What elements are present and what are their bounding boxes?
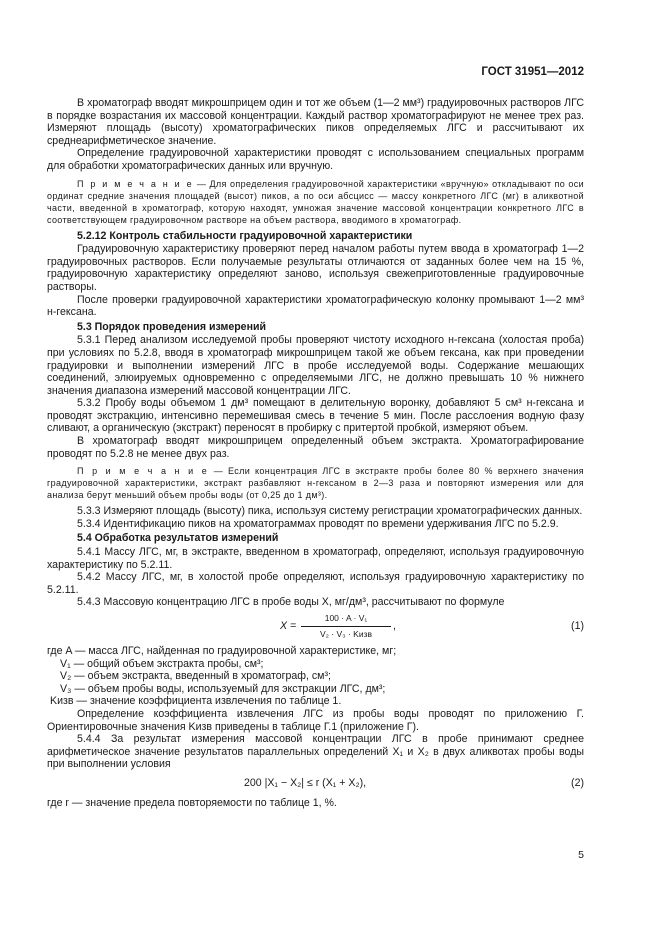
note-text: — Если концентрация ЛГС в экстракте пробы более 80 % верхнего значения градуировочной характеристики, экстракт разбавляют н-гексаном в 2—3 раза и повторяют измерения или для анализа берут меньший объем пробы воды (от 0,25 до 1 дм³).	[47, 466, 584, 501]
paragraph: 5.4.3 Массовую концентрацию ЛГС в пробе воды X, мг/дм³, рассчитывают по формуле	[77, 596, 505, 609]
section-heading: 5.2.12 Контроль стабильности градуировочной характеристики	[77, 229, 413, 242]
text-section-2	[47, 708, 584, 771]
paragraph: 5.4.4 За результат измерения массовой концентрации ЛГС в пробе принимают среднее арифметическое значение результатов параллельных определений X₁ и X₂ в двух аликвотах пробы воды при выполнении условия	[47, 733, 584, 771]
note-label: П р и м е ч а н и е	[77, 466, 209, 477]
paragraph: 5.3.2 Пробу воды объемом 1 дм³ помещают в делительную воронку, добавляют 5 см³ н-гексана и проводят экстракцию, интенсивно перемешивая смесь в течение 5 мин. После расслоения водную фазу сливают, а органическую (экстракт) переносят в пробирку с притертой пробкой, измеряют объем.	[47, 397, 584, 435]
formula-2-number: (2)	[571, 776, 584, 789]
def-v3: V₃ — объем пробы воды, используемый для экстракции ЛГС, дм³;	[60, 682, 386, 695]
page-content	[47, 97, 584, 810]
paragraph: 5.3.3 Измеряют площадь (высоту) пика, используя систему регистрации хроматографических данных.	[77, 505, 583, 518]
document-code: ГОСТ 31951—2012	[481, 66, 584, 78]
formula-1-tail: ,	[393, 620, 396, 632]
formula-1-denominator: V₂ · V₃ · Kизв	[319, 628, 373, 639]
def-v1: V₁ — общий объем экстракта пробы, см³;	[60, 657, 264, 670]
note	[47, 465, 584, 501]
formula-1-numerator: 100 · A · V₁	[301, 612, 391, 627]
note	[47, 178, 584, 226]
paragraph: 5.3.1 Перед анализом исследуемой пробы проверяют чистоту исходного н-гексана (холостая проба) при условиях по 5.2.8, вводя в хроматограф микрошприцем такой же объем гексана, как при проведении градуировки и выполнении измерений ЛГС в пробе исследуемой воды. Содержание мешающих соединений, элюируемых одновременно с определяемыми ЛГС, не должно превышать 10 % нижнего значения диапазона измерений массовой концентрации ЛГС.	[47, 334, 584, 397]
where-lead: где A — масса ЛГС, найденная по градуировочной характеристике, мг;	[47, 645, 397, 657]
note-label: П р и м е ч а н и е	[77, 178, 194, 189]
formula-1-lhs: X =	[280, 620, 297, 632]
formula-1-number: (1)	[571, 620, 584, 632]
paragraph: В хроматограф вводят микрошприцем один и тот же объем (1—2 мм³) градуировочных растворов ЛГС в порядке возрастания их массовой концентрации. Каждый раствор хроматографируют не менее трех раз. Измеряют площадь (высоту) хроматографических пиков определяемых ЛГС и рассчитывают их среднеарифметическое значение.	[47, 97, 584, 147]
paragraph: В хроматограф вводят микрошприцем определенный объем экстракта. Хроматографирование проводят по 5.2.8 не менее двух раз.	[47, 435, 584, 460]
paragraph: 5.4.2 Массу ЛГС, мг, в холостой пробе определяют, используя градуировочную характеристику по 5.2.11.	[47, 571, 584, 596]
note-text: — Для определения градуировочной характеристики «вручную» откладывают по оси ординат средние значения площадей (высот) пиков, а по оси абсцисс — массу конкретного ЛГС (мг) в аликвотной части, введенной в хроматограф, которую находят, умножая значение массовой концентрации конкретного ЛГС в соответствующем градуировочном растворе на объем раствора, вводимого в хроматограф.	[47, 178, 584, 225]
def-v2: V₂ — объем экстракта, введенный в хроматограф, см³;	[60, 670, 331, 683]
paragraph: Определение градуировочной характеристики проводят с использованием специальных программ для обработки хроматографических данных или вручную.	[47, 147, 584, 172]
paragraph: 5.4.1 Массу ЛГС, мг, в экстракте, введенном в хроматограф, определяют, используя градуировочную характеристику по 5.2.11.	[47, 546, 584, 571]
paragraph: 5.3.4 Идентификацию пиков на хроматограммах проводят по времени удерживания ЛГС по 5.2.9.	[77, 517, 559, 530]
def-kizv: Kизв — значение коэффициента извлечения по таблице 1.	[50, 695, 342, 708]
paragraph: После проверки градуировочной характеристики хроматографическую колонку промывают 1—2 мм³ н-гексана.	[47, 293, 584, 319]
section-heading: 5.4 Обработка результатов измерений	[77, 532, 279, 545]
formula-1-fraction	[301, 612, 391, 640]
paragraph: Определение коэффициента извлечения ЛГС из пробы воды проводят по приложению Г. Ориентировочные значения Kизв приведены в таблице Г.1 (приложение Г).	[47, 707, 584, 733]
text-section-1	[47, 97, 584, 609]
formula-1	[47, 612, 584, 642]
paragraph: Градуировочную характеристику проверяют перед началом работы путем ввода в хроматограф 1—2 градуировочных растворов. Если получаемые результаты отличаются от заданных более чем на 15 %, градуировочную характеристику определяют заново, используя свежеприготовленные градуировочные растворы.	[47, 243, 584, 293]
formula-2-expression: 200 |X₁ − X₂| ≤ r (X₁ + X₂),	[244, 776, 367, 789]
formula-2	[47, 775, 584, 793]
where-r: где r — значение предела повторяемости по таблице 1, %.	[47, 796, 337, 809]
page-number: 5	[578, 849, 584, 861]
section-heading: 5.3 Порядок проведения измерений	[77, 320, 266, 333]
variable-definitions	[47, 658, 584, 708]
